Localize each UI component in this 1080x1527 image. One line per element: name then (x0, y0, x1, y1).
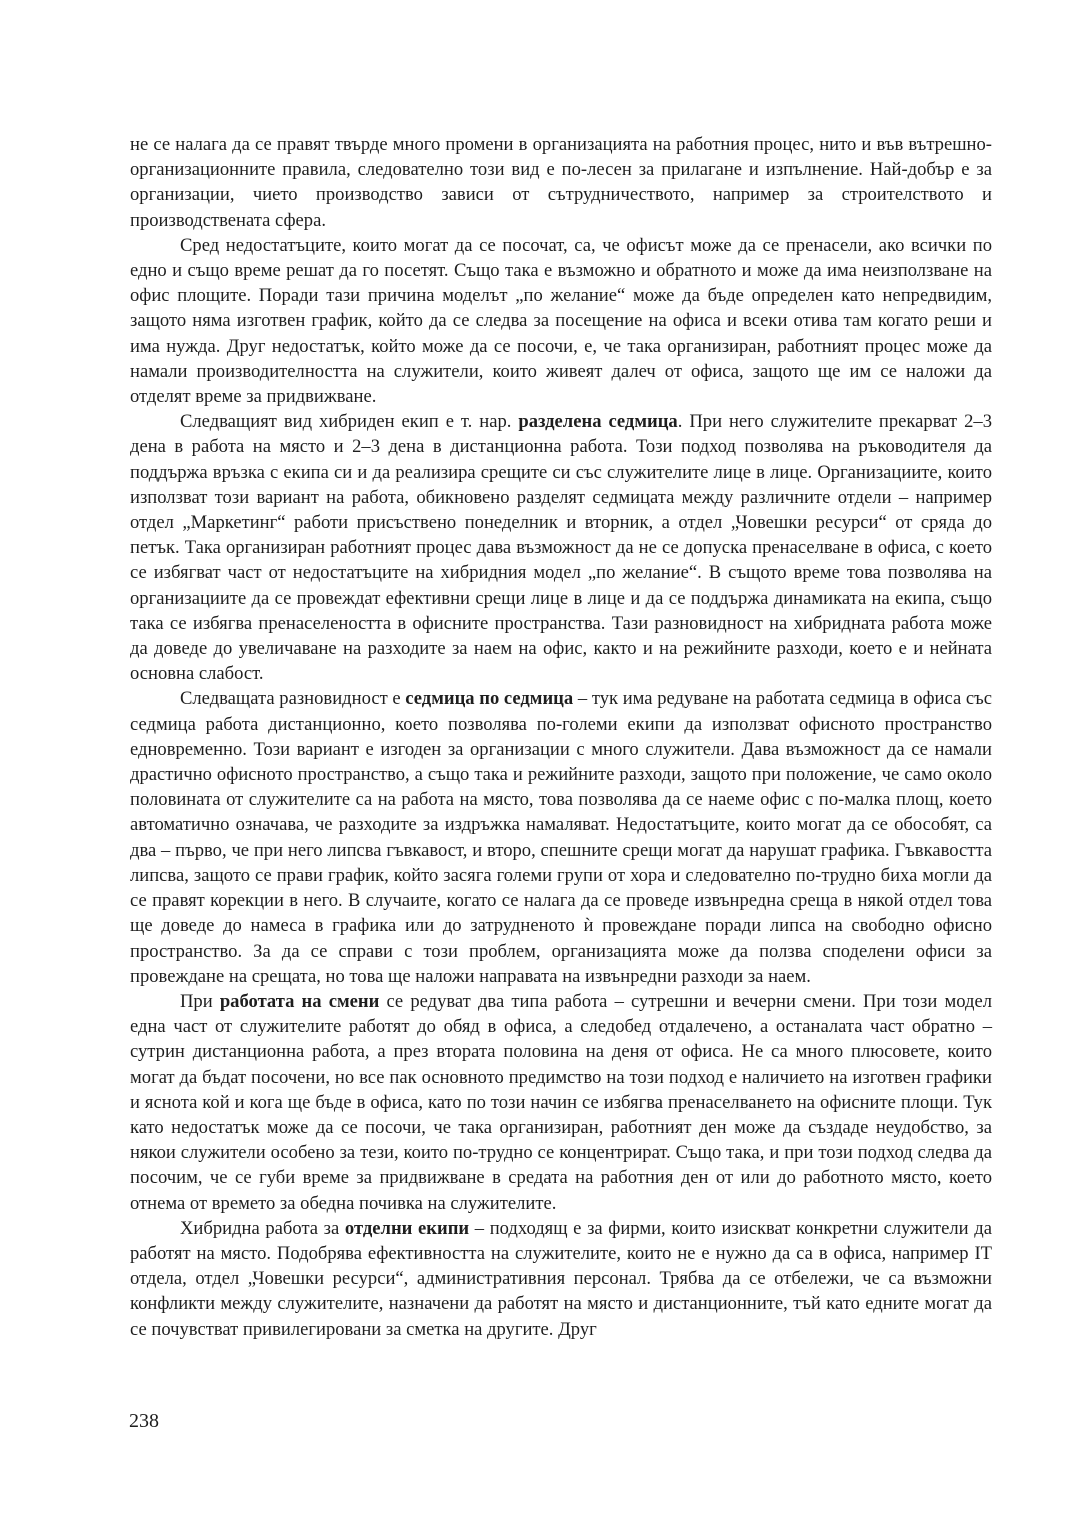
paragraph (130, 132, 992, 233)
text-run: не се налага да се правят твърде много промени в организацията на работния процес, нито и във вътрешно-организационните правила, следователно този вид е по-лесен за прилагане и изпълнение. Най-добър е за организации, чието производство зависи от сътрудничеството, например за строителството и производствената сфера. (130, 134, 992, 231)
bold-term: разделена седмица (518, 411, 678, 433)
paragraph (130, 233, 992, 409)
bold-term: отделни екипи (344, 1217, 470, 1239)
body-text (130, 132, 992, 1342)
bold-term: седмица по седмица (405, 688, 574, 710)
paragraph (130, 989, 992, 1216)
bold-term: работата на смени (219, 990, 380, 1012)
text-run: Следващата разновидност е (180, 688, 406, 710)
text-run: При (180, 990, 220, 1012)
text-run: . При него служителите прекарват 2–3 дена в работа на място и 2–3 дена в дистанционна работа. Този подход позволява на ръководителя да поддържа връзка с екипа си и да реализира срещите си със служителите лице в лице. Организациите, които използват този вариант на работа, обикновено разделят седмицата между различните отдели – например отдел „Маркетинг“ работи присъствено понеделник и вторник, а отдел „Човешки ресурси“ от сряда до петък. Така организиран работният процес дава възможност да не се допуска пренаселване в офиса, с което се избягват част от недостатъците на хибридния модел „по желание“. В същото време това позволява на организациите да се провеждат ефективни срещи лице в лице и да се поддържа динамиката на екипа, също така се избягва пренаселеността в офисните пространства. Тази разновидност на хибридната работа може да доведе до увеличаване на разходите за наем на офис, както и на режийните разходи, което е и нейната основна слабост. (130, 411, 992, 685)
text-run: – подходящ е за фирми, които изискват конкретни служители да работят на място. Подобрява ефективността на служителите, които не е нужно да са в офиса, например IT отдела, отдел „Човешки ресурси“, административния персонал. Трябва да се отбележи, че са възможни конфликти между служителите, назначени да работят на място и дистанционните, тъй като едните могат да се почувстват привилегировани за сметка на другите. Друг (130, 1217, 992, 1340)
page-number: 238 (129, 1410, 159, 1432)
paragraph (130, 409, 992, 686)
paragraph (130, 686, 992, 988)
text-run: – тук има редуване на работата седмица в офиса със седмица работа дистанционно, което позволява по-големи екипи да използват офисното пространство едновременно. Този вариант е изгоден за организации с много служители. Дава възможност да се намали драстично офисното пространство, а също така и режийните разходи, защото при положение, че само около половината от служителите са на работа на място, това позволява да се наеме офис с по-малка площ, което автоматично означава, че разходите за издръжка намаляват. Недостатъците, които могат да се обособят, са два – първо, че при него липсва гъвкавост, и второ, спешните срещи могат да нарушат графика. Гъвкавостта липсва, защото се прави график, който засяга големи групи от хора и следователно по-трудно биха могли да се правят корекции в него. В случаите, когато се налага да се проведе извънредна среща в някой отдел това ще доведе до намеса в графика или до затрудненото ѝ провеждане поради липса на свободно офисно пространство. За да се справи с този проблем, организацията може да ползва споделени офиси за провеждане на срещата, но това ще наложи направата на извънредни разходи за наем. (130, 688, 993, 987)
text-run: Хибридна работа за (180, 1217, 345, 1239)
text-run: се редуват два типа работа – сутрешни и вечерни смени. При този модел една част от служителите работят до обяд в офиса, а следобед отдалечено, а останалата част обратно – сутрин дистанционна работа, а през втората половина на деня от офиса. Не са много плюсовете, които могат да бъдат посочени, но все пак основното предимство на този подход е наличието на изготвен графики и яснота кой и кога ще бъде в офиса, като по този начин се избягва пренаселването на офисните площи. Тук като недостатък може да се посочи, че така организиран, работният ден може да създаде неудобство, за някои служители особено за тези, които по-трудно се концентрират. Също така, и при този подход следва да посочим, че се губи време за придвижване в средата на работния ден от или до работното място, което отнема от времето за обедна почивка на служителите. (130, 990, 992, 1214)
text-run: Следващият вид хибриден екип е т. нар. (180, 411, 519, 433)
paragraph (130, 1216, 992, 1342)
text-run: Сред недостатъците, които могат да се посочат, са, че офисът може да се пренасели, ако всички по едно и също време решат да го посетят. Също така е възможно и обратното и може да има неизползване на офис площите. Поради тази причина моделът „по желание“ може да бъде определен като непредвидим, защото няма изготвен график, който да се следва за посещение на офиса и всеки отива там когато реши и има нужда. Друг недостатък, който може да се посочи, е, че така организиран, работният процес може да намали производителността на служители, които живеят далеч от офиса, защото ще им се наложи да отделят време за придвижване. (130, 234, 992, 408)
